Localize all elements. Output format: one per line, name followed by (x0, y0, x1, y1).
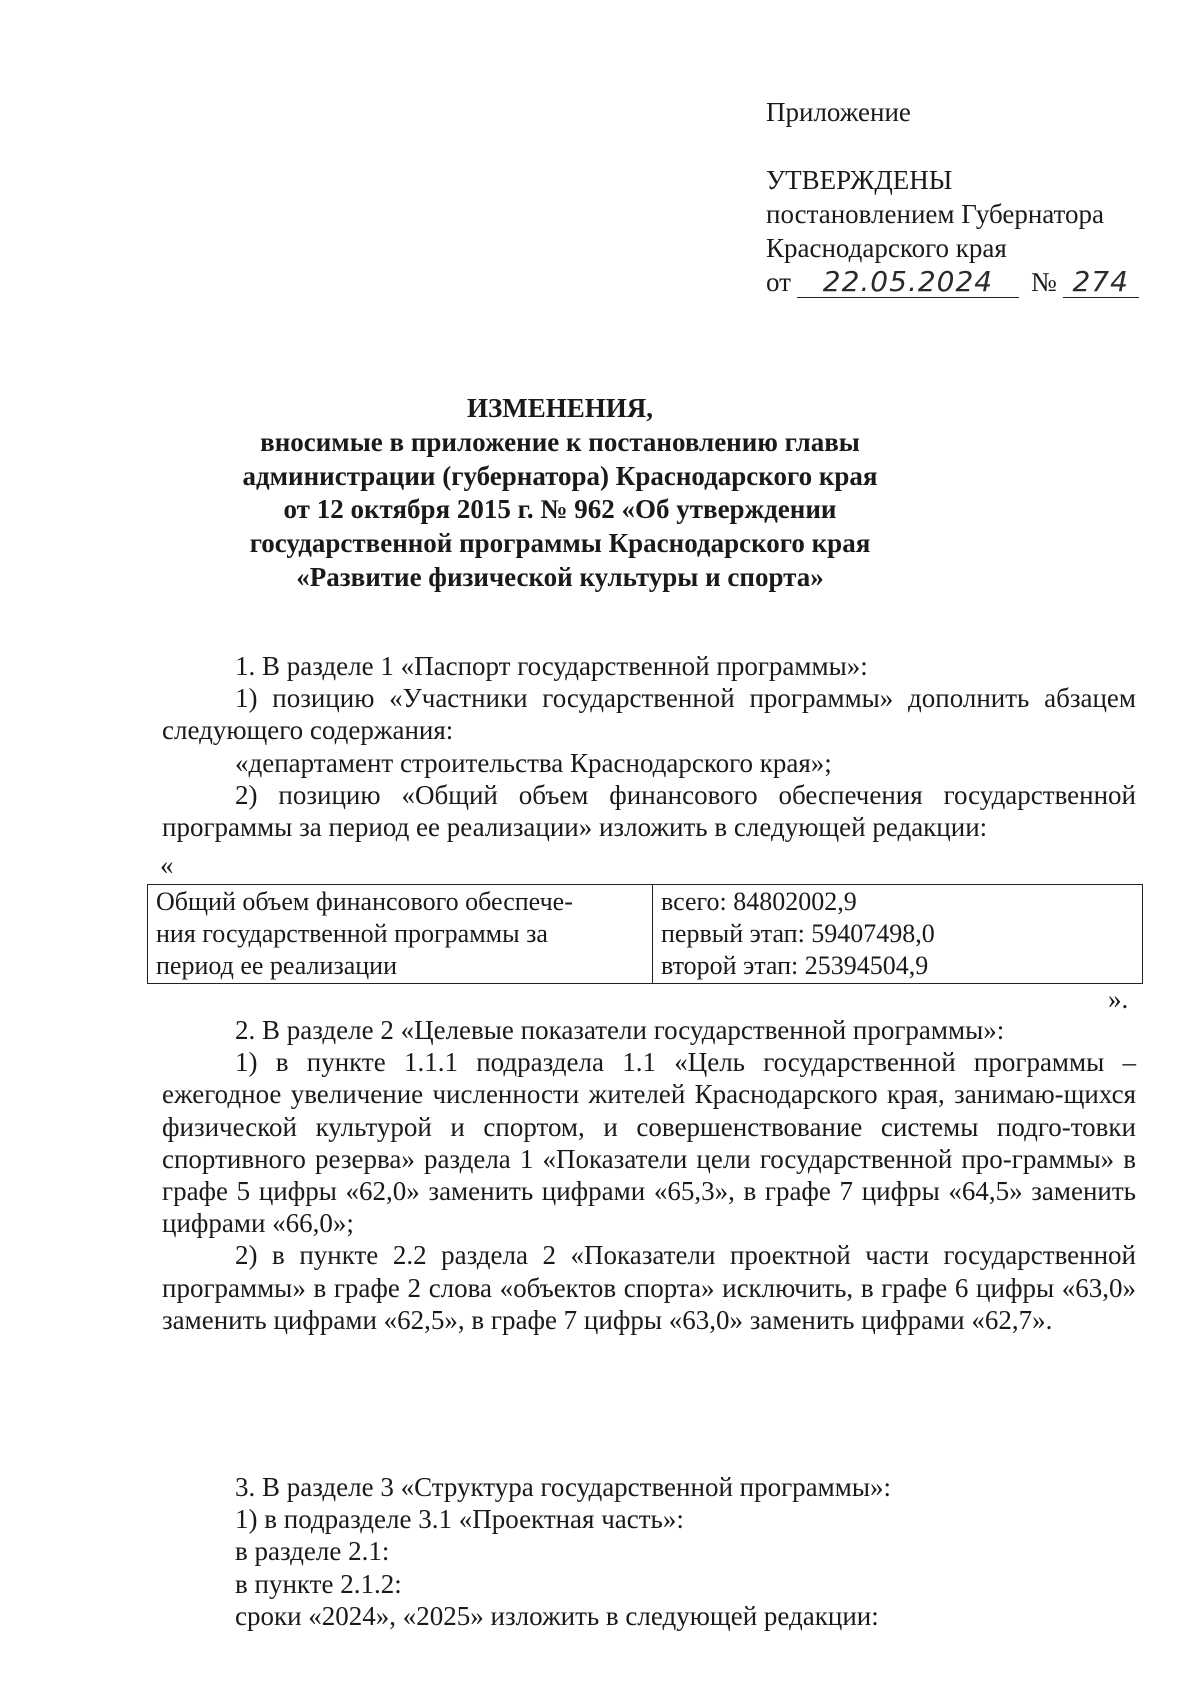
document-title (160, 392, 960, 595)
approved-by-line: постановлением Губернатора (766, 199, 1104, 229)
title-line-5: государственной программы Краснодарского края (249, 528, 871, 559)
section-1-item-1: 1) позицию «Участники государственной программы» дополнить абзацем следующего содержания: (162, 683, 1136, 746)
table-label-cell (148, 885, 653, 984)
section-3-terms: сроки «2024», «2025» изложить в следующей редакции: (235, 1600, 879, 1631)
section-1-heading: 1. В разделе 1 «Паспорт государственной программы»: (235, 651, 868, 681)
section-2-heading: 2. В разделе 2 «Целевые показатели государственной программы»: (235, 1015, 1005, 1045)
table-label-line-1: Общий объем финансового обеспече- (156, 887, 573, 916)
appendix-text: Приложение (766, 97, 911, 127)
section-3-item-1: 1) в подразделе 3.1 «Проектная часть»: (235, 1504, 684, 1535)
appendix-label (766, 95, 911, 129)
table-label-line-3: период ее реализации (156, 951, 397, 980)
approved-heading: УТВЕРЖДЕНЫ (766, 165, 953, 195)
table-stage-2: второй этап: 25394504,9 (661, 951, 929, 980)
section-3 (162, 1471, 1136, 1632)
section-2 (162, 1014, 1136, 1336)
title-line-1: ИЗМЕНЕНИЯ, (466, 393, 653, 423)
handwritten-date: 22.05.2024 (797, 267, 1019, 298)
section-3-point: в пункте 2.1.2: (235, 1568, 402, 1599)
section-1-quote: «департамент строительства Краснодарского края»; (235, 747, 832, 778)
approval-block (766, 163, 1139, 299)
section-2-item-1: 1) в пункте 1.1.1 подраздела 1.1 «Цель государственной программы – ежегодное увеличение численности жителей Краснодарского края, занимаю-щихся физической культурой и спортом, и совершенствование системы подго-товки спортивного резерва» раздела 1 «Показатели цели государственной про-граммы» в графе 5 цифры «62,0» заменить цифрами «65,3», в графе 7 цифры «64,5» заменить цифрами «66,0»; (162, 1047, 1136, 1239)
title-line-4: от 12 октября 2015 г. № 962 «Об утверждении (283, 494, 837, 525)
table-row (148, 885, 1143, 984)
title-line-6: «Развитие физической культуры и спорта» (296, 561, 824, 592)
approved-region-line: Краснодарского края (766, 233, 1007, 263)
table-values-cell (653, 885, 1143, 984)
handwritten-number: 274 (1063, 267, 1139, 298)
section-1-item-2: 2) позицию «Общий объем финансового обеспечения государственной программы за период ее реализации» изложить в следующей редакции: (162, 779, 1136, 843)
section-3-subsection: в разделе 2.1: (235, 1536, 390, 1567)
table-stage-1: первый этап: 59407498,0 (661, 919, 935, 948)
financing-table (147, 884, 1143, 984)
quote-close-mark: ». (1108, 984, 1129, 1014)
title-line-2: вносимые в приложение к постановлению главы (260, 426, 860, 457)
date-prefix: от (766, 267, 791, 297)
quote-open-mark: « (160, 850, 174, 880)
section-1 (162, 650, 1136, 843)
number-sign: № (1030, 267, 1057, 297)
table-total: всего: 84802002,9 (661, 887, 857, 916)
title-line-3: администрации (губернатора) Краснодарского края (242, 460, 878, 491)
section-3-heading: 3. В разделе 3 «Структура государственной программы»: (235, 1472, 891, 1502)
section-2-item-2: 2) в пункте 2.2 раздела 2 «Показатели проектной части государственной программы» в графе 2 слова «объектов спорта» исключить, в графе 6 цифры «63,0» заменить цифрами «62,5», в графе 7 цифры «63,0» заменить цифрами «62,7». (162, 1240, 1136, 1335)
approval-date-line (766, 265, 1139, 299)
table-label-line-2: ния государственной программы за (156, 919, 548, 948)
